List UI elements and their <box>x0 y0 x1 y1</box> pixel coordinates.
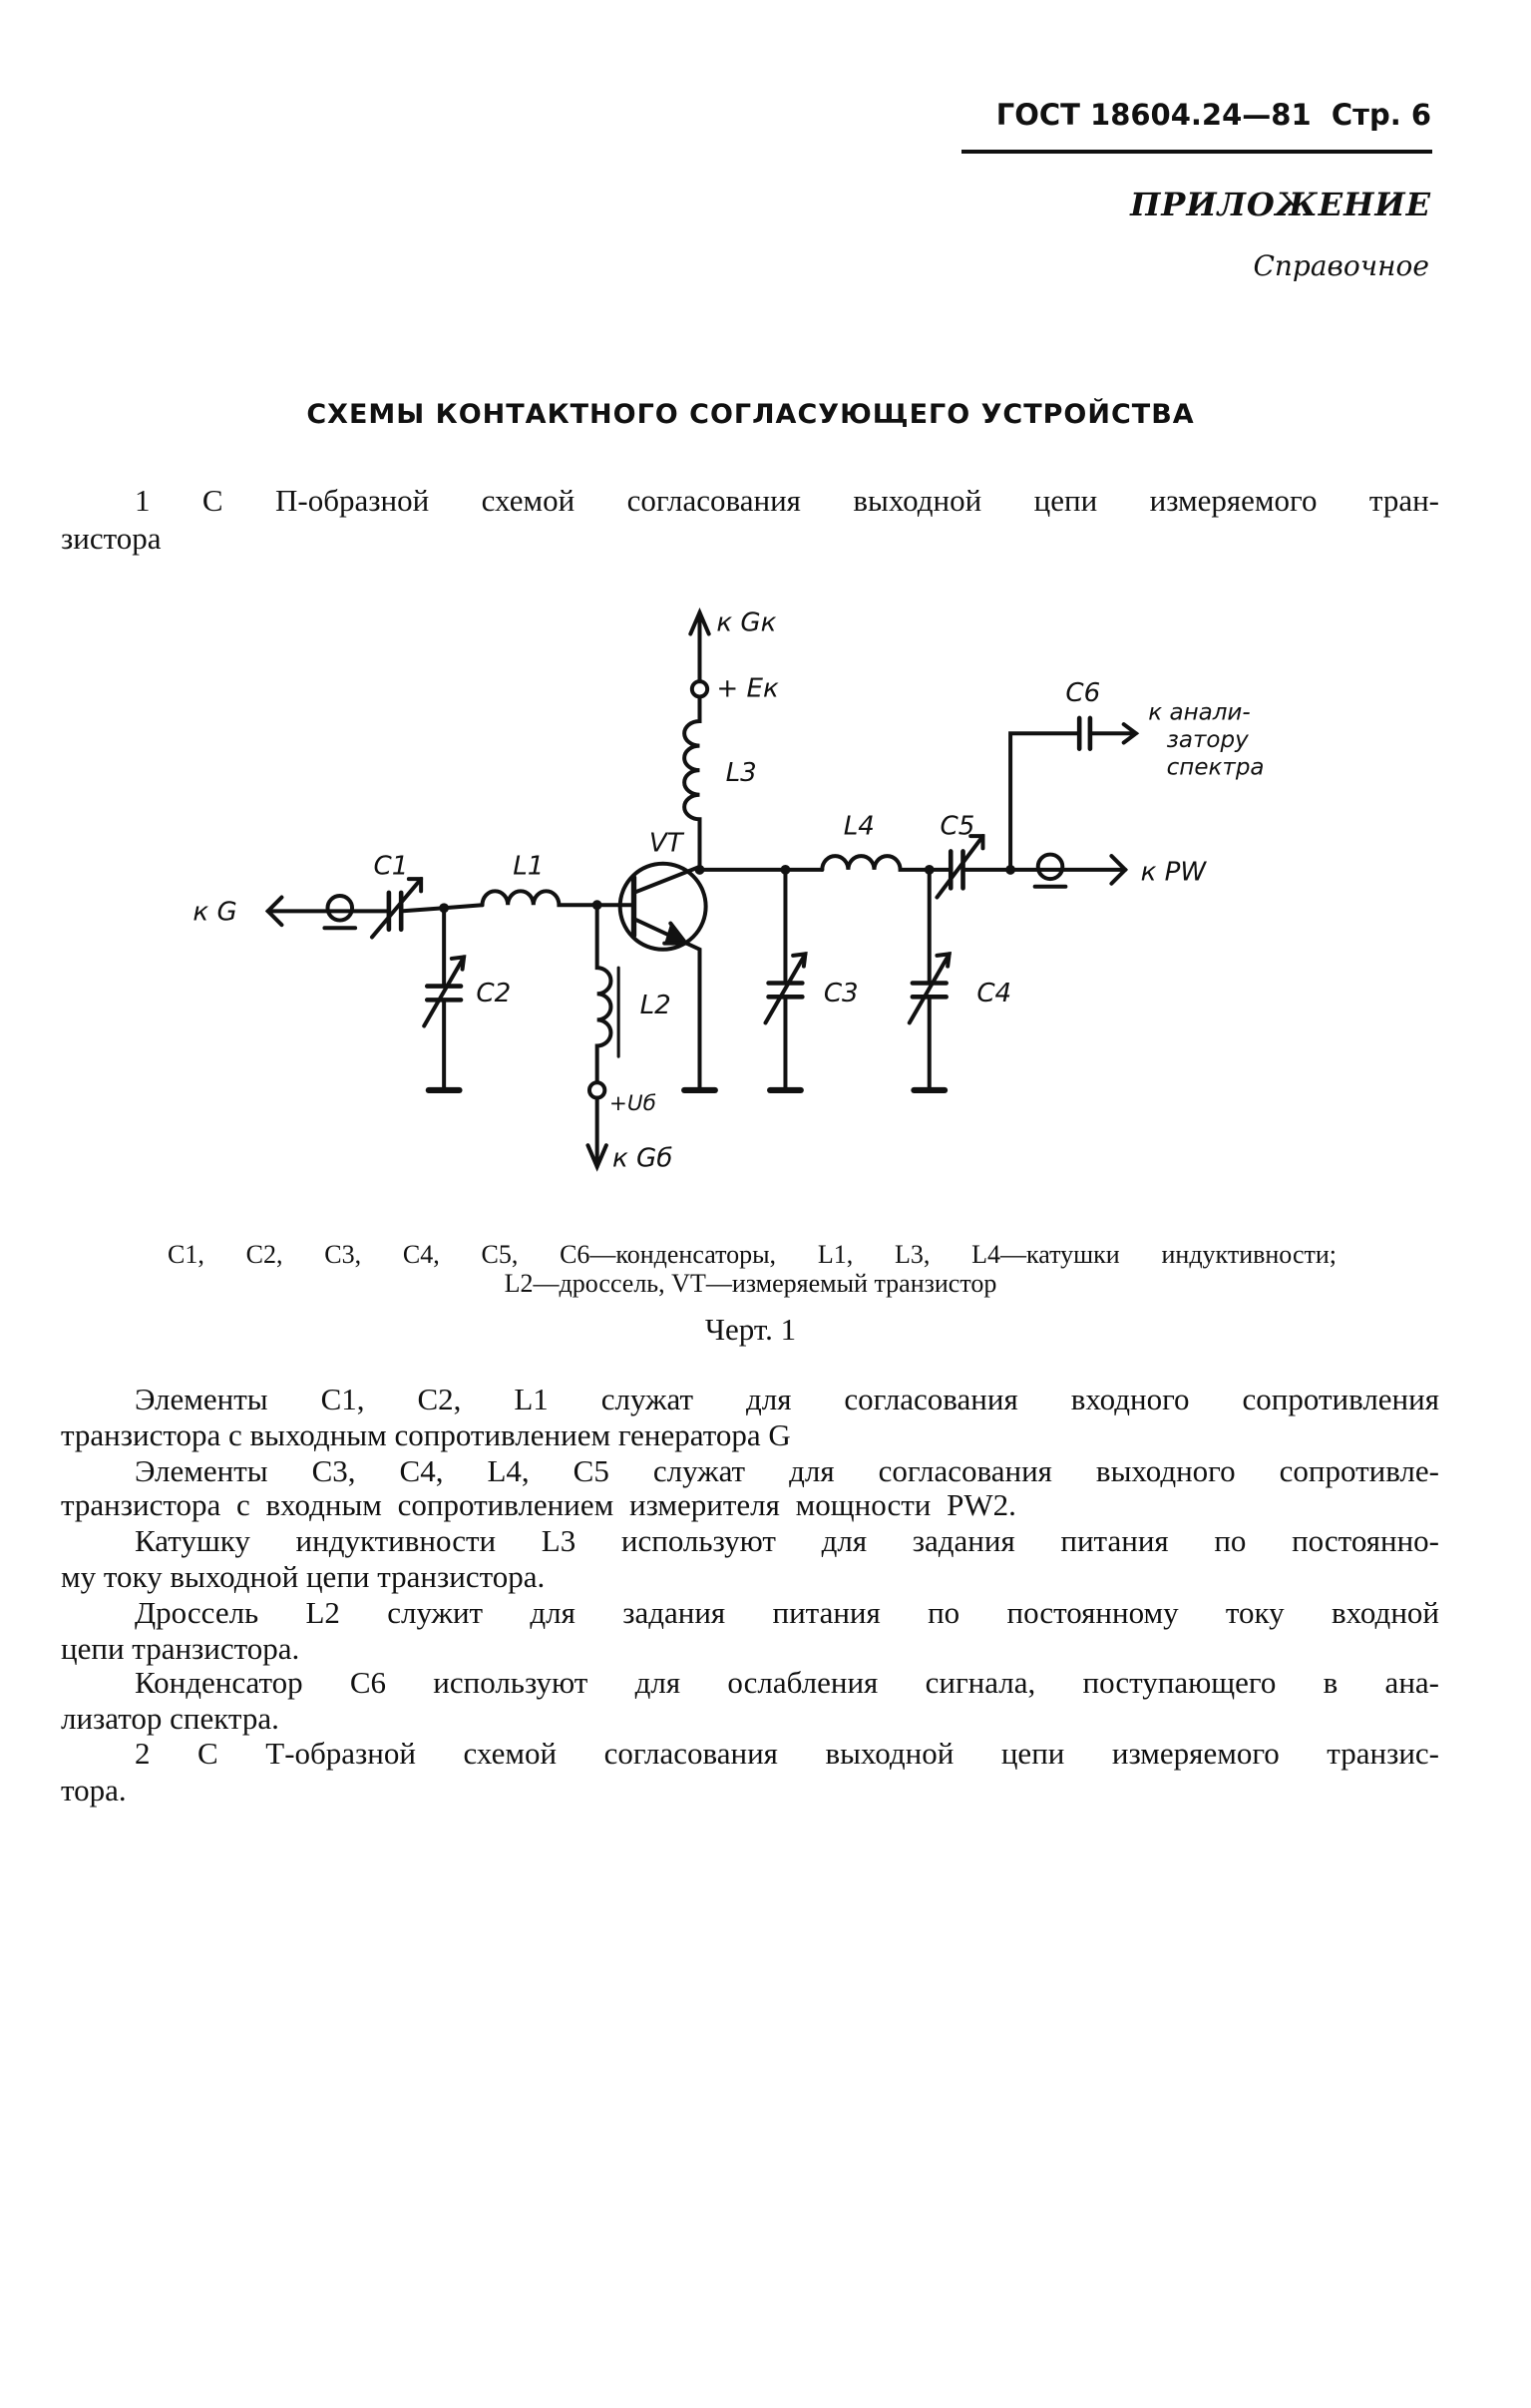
intro-line: 1 С П-образной схемой согласования выходной цепи измеряемого тран- <box>135 483 1439 518</box>
label-ub: +Uб <box>608 1090 656 1116</box>
label-c1: C1 <box>373 851 409 882</box>
choke-l2-icon <box>597 905 611 1081</box>
variable-capacitor-c1-icon <box>372 879 421 937</box>
transistor-vt-icon <box>620 864 706 1090</box>
body-line: 2 С Т-образной схемой согласования выходной цепи измеряемого транзис- <box>135 1736 1439 1771</box>
appendix-title: ПРИЛОЖЕНИЕ <box>1130 186 1431 223</box>
body-line: цепи транзистора. <box>61 1631 300 1666</box>
body-line: Дроссель L2 служит для задания питания по постоянному току входной <box>135 1595 1439 1630</box>
figure-legend-line: C1, C2, C3, C4, C5, C6—конденсаторы, L1, L3, L4—катушки индуктивности; <box>168 1240 1337 1269</box>
inductor-l1-icon <box>483 891 632 905</box>
label-to-analyzer: спектра <box>1166 754 1265 781</box>
figure-caption: Черт. 1 <box>704 1312 797 1347</box>
label-c3: C3 <box>823 978 859 1008</box>
figure-legend-line: L2—дроссель, VT—измеряемый транзистор <box>504 1269 997 1298</box>
arrow-right-icon <box>1090 724 1136 742</box>
body-line: тора. <box>61 1773 127 1807</box>
body-line: Катушку индуктивности L3 используют для задания питания по постоянно- <box>135 1523 1439 1558</box>
appendix-type: Справочное <box>1253 249 1429 282</box>
label-c6: C6 <box>1065 678 1101 709</box>
label-to-gk: к Gк <box>716 607 777 638</box>
label-to-gb: к Gб <box>612 1143 673 1174</box>
body-line: лизатор спектра. <box>61 1701 279 1736</box>
label-c5: C5 <box>940 811 975 842</box>
body-line: Элементы C3, C4, L4, C5 служат для согласования выходного сопротивле- <box>135 1453 1439 1488</box>
label-to-analyzer: к анали- <box>1148 699 1251 726</box>
body-line: Конденсатор C6 используют для ослабления сигнала, поступающего в ана- <box>135 1665 1439 1700</box>
body-line: транзистора с входным сопротивлением измерителя мощности PW2. <box>61 1487 1016 1522</box>
label-ek: + Eк <box>716 673 779 704</box>
label-to-g: к G <box>192 897 237 928</box>
body-line: транзистора с выходным сопротивлением генератора G <box>61 1417 791 1452</box>
body-line: му току выходной цепи транзистора. <box>61 1559 546 1594</box>
arrow-up-icon <box>690 612 708 681</box>
label-c4: C4 <box>976 978 1012 1008</box>
label-vt: VT <box>648 828 683 859</box>
section-title: СХЕМЫ КОНТАКТНОГО СОГЛАСУЮЩЕГО УСТРОЙСТВА <box>306 399 1195 430</box>
variable-capacitor-c5-icon <box>937 836 982 897</box>
label-to-pw: к PW <box>1140 857 1207 888</box>
terminal-ek-icon <box>692 681 707 696</box>
standard-number: ГОСТ 18604.24—81 <box>995 98 1312 132</box>
inductor-l3-icon <box>684 696 699 866</box>
intro-line: зистора <box>61 521 162 556</box>
label-l3: L3 <box>725 757 757 788</box>
label-l2: L2 <box>639 991 671 1021</box>
label-to-analyzer: затору <box>1166 727 1249 754</box>
body-line: Элементы C1, C2, L1 служат для согласования входного сопротивления <box>135 1382 1439 1416</box>
terminal-ub-icon <box>589 1082 604 1097</box>
label-c2: C2 <box>476 978 512 1008</box>
label-l4: L4 <box>843 811 875 842</box>
page-number: Стр. 6 <box>1331 98 1431 132</box>
label-l1: L1 <box>513 851 545 882</box>
arrow-down-icon <box>587 1098 605 1167</box>
schematic-wires <box>268 612 1136 1167</box>
